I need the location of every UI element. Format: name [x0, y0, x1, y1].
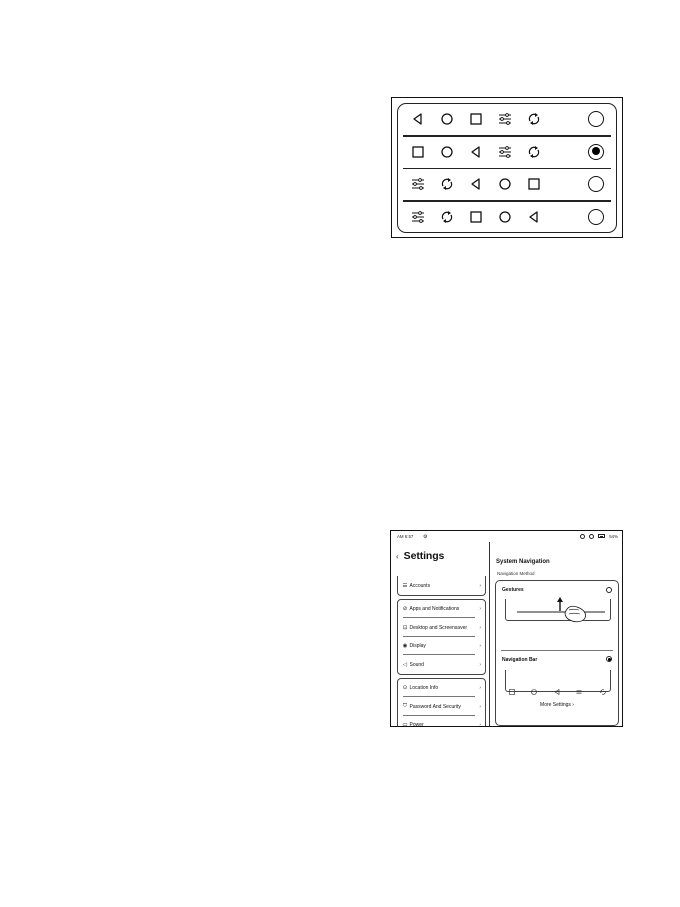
- sidebar-item-desktop-and-screensaver[interactable]: [398, 619, 485, 637]
- layout-row[interactable]: [398, 169, 616, 202]
- chevron-left-icon[interactable]: ‹: [396, 551, 399, 561]
- back-icon: [554, 682, 560, 688]
- status-icons: [580, 534, 618, 539]
- sidebar-item-power[interactable]: [398, 716, 485, 727]
- chevron-right-icon: ›: [479, 703, 481, 710]
- home-icon: [440, 145, 454, 159]
- settings-group: [397, 576, 486, 596]
- refresh-icon: [527, 112, 541, 126]
- sync-icon: [580, 534, 585, 539]
- status-bar: [391, 531, 622, 542]
- location-icon: ⊙: [402, 685, 408, 691]
- layout-row[interactable]: [398, 104, 616, 137]
- chevron-right-icon: ›: [479, 661, 481, 668]
- navigation-layouts-panel: [397, 103, 617, 233]
- back-icon: [469, 145, 483, 159]
- navigation-bar-option-label[interactable]: Navigation Bar: [502, 657, 538, 663]
- swipe-up-gesture-icon: [505, 591, 615, 631]
- layout-radio[interactable]: [588, 209, 604, 225]
- sidebar-item-label: Accounts: [409, 583, 431, 589]
- chevron-right-icon: ›: [479, 722, 481, 727]
- settings-screenshot: [390, 530, 623, 727]
- settings-sidebar: [391, 542, 490, 727]
- sidebar-item-label: Power: [409, 722, 424, 727]
- list-icon: ☰: [402, 583, 408, 589]
- chevron-right-icon: ›: [572, 702, 574, 708]
- navigation-layouts-figure: [391, 97, 623, 238]
- navigation-method-card: [495, 580, 619, 726]
- divider: [501, 650, 613, 651]
- recents-icon: [509, 682, 515, 688]
- layout-radio[interactable]: [588, 176, 604, 192]
- refresh-icon: [440, 177, 454, 191]
- sidebar-item-location-info[interactable]: [398, 679, 485, 697]
- back-icon: [469, 177, 483, 191]
- chevron-right-icon: ›: [479, 643, 481, 649]
- battery-level: 54%: [609, 533, 618, 539]
- chevron-right-icon: ›: [479, 606, 481, 612]
- refresh-icon: [600, 682, 606, 688]
- more-settings-link[interactable]: [496, 702, 618, 708]
- speaker-icon: ◁: [402, 661, 408, 668]
- sidebar-item-sound[interactable]: [398, 656, 485, 674]
- navigation-bar-radio[interactable]: [606, 656, 612, 662]
- sidebar-item-label: Location Info: [409, 685, 439, 691]
- refresh-icon: [589, 534, 594, 539]
- chevron-right-icon: ›: [479, 583, 481, 589]
- page-title: Settings: [403, 550, 445, 562]
- sidebar-item-display[interactable]: [398, 637, 485, 655]
- refresh-icon: [527, 145, 541, 159]
- sidebar-item-label: Desktop and Screensaver: [409, 624, 468, 631]
- home-icon: [498, 210, 512, 224]
- sidebar-item-password-and-security[interactable]: [398, 698, 485, 716]
- chevron-right-icon: ›: [479, 624, 481, 631]
- eye-icon: ◉: [402, 643, 408, 649]
- back-icon: [527, 210, 541, 224]
- settings-group: [397, 599, 486, 675]
- home-icon: [498, 177, 512, 191]
- recents-icon: [469, 112, 483, 126]
- battery-icon: [598, 534, 605, 538]
- settings-sliders-icon: [498, 112, 512, 126]
- more-settings-label: More Settings: [540, 702, 571, 708]
- chevron-right-icon: ›: [479, 685, 481, 691]
- sidebar-item-label: Password And Security: [409, 703, 461, 710]
- settings-sliders-icon: [576, 682, 582, 688]
- section-title: System Navigation: [496, 559, 550, 565]
- sidebar-item-accounts[interactable]: [398, 577, 485, 595]
- sidebar-item-label: Apps and Notifications: [409, 606, 460, 612]
- desktop-icon: ⊡: [402, 624, 408, 631]
- layout-row[interactable]: [398, 137, 616, 170]
- layout-radio[interactable]: [588, 111, 604, 127]
- refresh-icon: [440, 210, 454, 224]
- apps-icon: ⊘: [402, 606, 408, 612]
- back-icon: [411, 112, 425, 126]
- recents-icon: [469, 210, 483, 224]
- settings-sliders-icon: [411, 210, 425, 224]
- recents-icon: [527, 177, 541, 191]
- settings-sliders-icon: [411, 177, 425, 191]
- recents-icon: [411, 145, 425, 159]
- settings-header: [396, 550, 444, 562]
- sidebar-item-apps-and-notifications[interactable]: [398, 600, 485, 618]
- navigation-method-label: Navigation Method: [497, 571, 535, 576]
- navigation-bar-preview: [505, 670, 611, 692]
- system-navigation-pane: [490, 542, 623, 727]
- battery-icon: ▭: [402, 722, 408, 727]
- sidebar-item-label: Display: [409, 643, 426, 649]
- sidebar-item-label: Sound: [409, 661, 424, 668]
- home-icon: [440, 112, 454, 126]
- shield-icon: ⛉: [402, 703, 408, 709]
- status-time: AM 6:57: [397, 534, 414, 539]
- gear-icon: ⚙: [423, 533, 428, 540]
- settings-sliders-icon: [498, 145, 512, 159]
- gestures-option-label[interactable]: Gestures: [502, 587, 524, 593]
- layout-radio[interactable]: [588, 144, 604, 160]
- layout-row[interactable]: [398, 202, 616, 234]
- settings-group: [397, 678, 486, 727]
- home-icon: [531, 682, 537, 688]
